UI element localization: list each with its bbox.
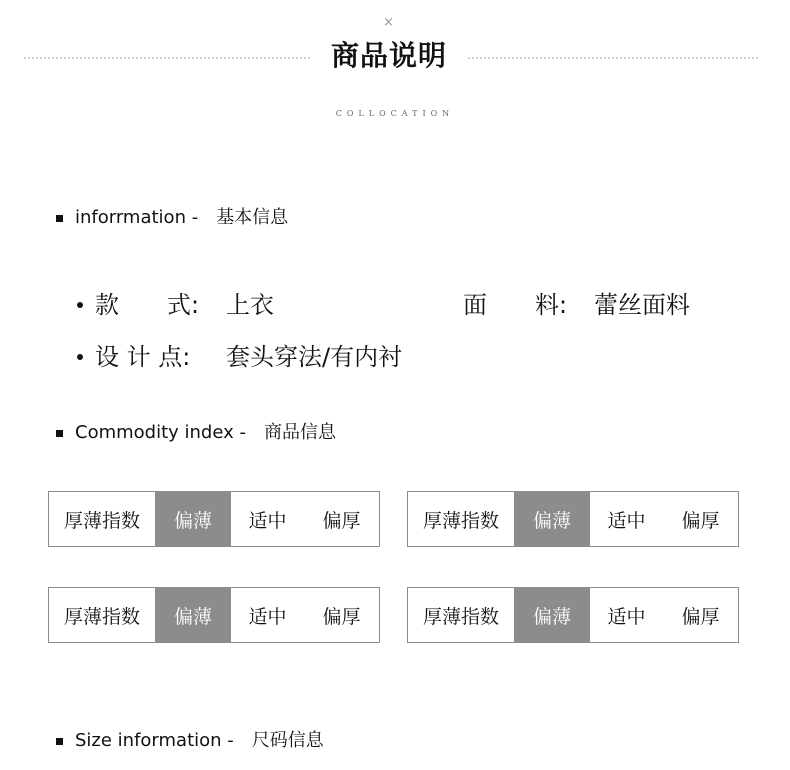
thickness-option-medium: 适中: [607, 509, 646, 532]
style-label: 款 式:: [95, 291, 200, 319]
design-label: 设 计 点:: [95, 343, 191, 371]
thickness-option-medium: 适中: [248, 605, 287, 628]
design-value: 套头穿法/有内衬: [226, 343, 403, 371]
thickness-option-thick: 偏厚: [681, 605, 720, 628]
thickness-option-thin: 偏薄: [155, 492, 231, 546]
thickness-option-thick: 偏厚: [322, 509, 361, 532]
style-value: 上衣: [226, 291, 274, 319]
fabric-value: 蕾丝面料: [594, 291, 690, 319]
close-icon: ×: [383, 15, 394, 30]
bullet-dot-icon: [77, 354, 83, 360]
thickness-index-table: [48, 587, 380, 643]
section-information-en: inforrmation -: [75, 207, 199, 228]
thickness-index-label: 厚薄指数: [422, 509, 499, 532]
bullet-square-icon: [56, 430, 63, 437]
thickness-option-thin: 偏薄: [155, 588, 231, 642]
thickness-index-label: 厚薄指数: [63, 605, 140, 628]
section-commodity-heading: [56, 421, 336, 445]
thickness-option-medium: 适中: [607, 605, 646, 628]
thickness-option-thick: 偏厚: [322, 605, 361, 628]
section-commodity-zh: 商品信息: [263, 422, 336, 443]
bullet-square-icon: [56, 738, 63, 745]
section-size-zh: 尺码信息: [251, 730, 324, 751]
thickness-option-thin: 偏薄: [514, 492, 590, 546]
header-divider-right: [468, 57, 758, 59]
thickness-index-table: [48, 491, 380, 547]
thickness-index-table: [407, 491, 739, 547]
thickness-option-thick: 偏厚: [681, 509, 720, 532]
bullet-dot-icon: [77, 302, 83, 308]
page-title: 商品说明: [330, 39, 447, 72]
thickness-index-label: 厚薄指数: [422, 605, 499, 628]
thickness-option-thin: 偏薄: [514, 588, 590, 642]
page-subtitle: COLLOCATION: [335, 109, 455, 118]
fabric-label: 面 料:: [463, 291, 568, 319]
section-size-en: Size information -: [75, 730, 234, 751]
thickness-index-table: [407, 587, 739, 643]
section-size-heading: [56, 729, 324, 753]
bullet-square-icon: [56, 215, 63, 222]
section-commodity-en: Commodity index -: [75, 422, 246, 443]
section-information-heading: [56, 206, 288, 230]
header-divider-left: [24, 57, 310, 59]
thickness-index-label: 厚薄指数: [63, 509, 140, 532]
thickness-option-medium: 适中: [248, 509, 287, 532]
section-information-zh: 基本信息: [216, 207, 289, 228]
